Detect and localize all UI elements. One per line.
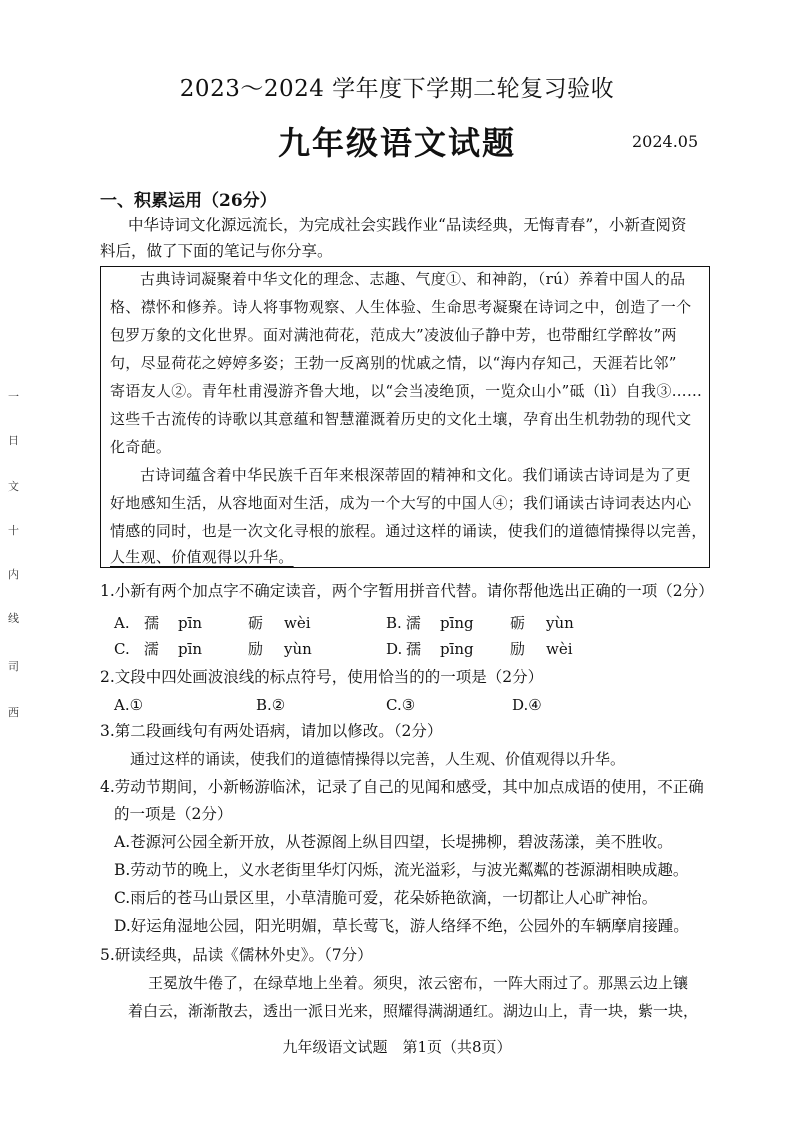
page-footer: 九年级语文试题 第1页（共8页） xyxy=(282,1038,512,1056)
exam-date: 2024.05 xyxy=(632,132,699,151)
option-pinyin-2: yùn xyxy=(284,640,312,658)
option-pinyin-2: wèi xyxy=(284,614,311,632)
margin-mark: 司 xyxy=(8,660,19,673)
option-label: A. xyxy=(114,614,130,632)
q1-option-b xyxy=(386,612,574,633)
q4-option-b: B.劳动节的晚上，义水老街里华灯闪烁，流光溢彩，与波光粼粼的苍源湖相映成趣。 xyxy=(114,861,689,879)
q1-option-d xyxy=(386,638,573,659)
exam-title-line2: 九年级语文试题 xyxy=(277,124,516,162)
box-line: 这些千古流传的诗歌以其意蕴和智慧灌溉着历史的文化土壤，孕育出生机勃勃的现代文 xyxy=(110,410,692,428)
exam-title-line1: 2023～2024 学年度下学期二轮复习验收 xyxy=(179,76,615,102)
q1-option-a xyxy=(114,612,311,633)
option-char-1: 濡 xyxy=(144,640,160,658)
question-2-stem: 2.文段中四处画波浪线的标点符号，使用恰当的的一项是（2分） xyxy=(100,668,544,686)
q4-option-d: D.好运角湿地公园，阳光明媚，草长莺飞，游人络绎不绝，公园外的车辆摩肩接踵。 xyxy=(114,917,689,935)
option-char-2: 励 xyxy=(248,640,264,658)
question-1-stem: 1.小新有两个加点字不确定读音，两个字暂用拼音代替。请你帮他选出正确的一项（2分） xyxy=(100,582,714,600)
box-line: 格、襟怀和修养。诗人将事物观察、人生体验、生命思考凝聚在诗词之中，创造了一个 xyxy=(110,298,692,316)
margin-mark: 西 xyxy=(8,706,19,719)
margin-mark: 文 xyxy=(8,480,19,493)
margin-mark: 一 xyxy=(8,390,19,403)
question-4-stem-line2: 的一项是（2分） xyxy=(114,805,233,823)
intro-line-2: 料后，做了下面的笔记与你分享。 xyxy=(100,242,333,260)
box-line: 寄语友人②。青年杜甫漫游齐鲁大地，以“会当凌绝顶，一览众山小”砥（lì）自我③…… xyxy=(110,382,703,400)
section-heading: 一、积累运用（26分） xyxy=(100,191,277,211)
option-pinyin-1: pīn xyxy=(178,640,203,658)
box-line: 人生观、价值观得以升华。 xyxy=(110,548,294,566)
option-char-2: 励 xyxy=(510,640,526,658)
box-line: 包罗万象的文化世界。面对满池荷花，范成大”凌波仙子静中芳，也带酣红学醉妆”两 xyxy=(110,326,677,344)
q2-option-c: C.③ xyxy=(386,696,416,714)
option-char-2: 砺 xyxy=(248,614,264,632)
q4-option-a: A.苍源河公园全新开放，从苍源阁上纵目四望，长堤拂柳，碧波荡漾，美不胜收。 xyxy=(114,833,673,851)
q5-passage-line2: 着白云，渐渐散去，透出一派日光来，照耀得满湖通红。湖边山上，青一块，紫一块， xyxy=(128,1002,699,1020)
intro-line-1: 中华诗词文化源远流长，为完成社会实践作业“品读经典，无悔青春”，小新查阅资 xyxy=(128,216,687,234)
option-label: C. xyxy=(114,640,130,658)
option-pinyin-2: yùn xyxy=(546,614,574,632)
q4-option-c: C.雨后的苍马山景区里，小草清脆可爱，花朵娇艳欲滴，一切都让人心旷神怡。 xyxy=(114,889,658,907)
box-line: 古诗词蕴含着中华民族千百年来根深蒂固的精神和文化。我们诵读古诗词是为了更 xyxy=(140,466,691,484)
option-char-2: 砺 xyxy=(510,614,526,632)
q1-option-c xyxy=(114,638,312,659)
margin-mark: 内 xyxy=(8,568,19,581)
option-pinyin-2: wèi xyxy=(546,640,573,658)
option-char-1: 孺 xyxy=(406,640,422,658)
option-pinyin-1: pīn xyxy=(178,614,203,632)
question-5-stem: 5.研读经典，品读《儒林外史》。（7分） xyxy=(100,946,373,964)
box-line: 好地感知生活，从容地面对生活，成为一个大写的中国人④；我们诵读古诗词表达内心 xyxy=(110,494,692,512)
option-pinyin-1: pīng xyxy=(440,640,474,658)
q2-option-a: A.① xyxy=(114,696,144,714)
box-line: 化奇葩。 xyxy=(110,438,172,456)
option-label: D. xyxy=(386,640,403,658)
option-char-1: 濡 xyxy=(406,614,422,632)
box-line: 句，尽显荷花之婷婷多姿；王勃一反离别的忧戚之情，以“海内存知己，天涯若比邻” xyxy=(110,354,677,372)
option-label: B. xyxy=(386,614,402,632)
option-char-1: 孺 xyxy=(144,614,160,632)
q3-sentence: 通过这样的诵读，使我们的道德情操得以完善，人生观、价值观得以升华。 xyxy=(130,750,626,768)
question-4-stem-line1: 4.劳动节期间，小新畅游临沭，记录了自己的见闻和感受，其中加点成语的使用，不正确 xyxy=(100,778,704,796)
margin-mark: 线 xyxy=(8,612,19,625)
box-line: 古典诗词凝聚着中华文化的理念、志趣、气度①、和神韵，（rú）养着中国人的品 xyxy=(140,270,686,288)
question-3-stem: 3.第二段画线句有两处语病，请加以修改。（2分） xyxy=(100,722,443,740)
margin-mark: 十 xyxy=(8,524,19,537)
margin-mark: 日 xyxy=(8,434,19,447)
q2-option-b: B.② xyxy=(256,696,286,714)
box-line: 情感的同时，也是一次文化寻根的旅程。通过这样的诵读，使我们的道德情操得以完善， xyxy=(110,522,707,540)
q5-passage-line1: 王冕放牛倦了，在绿草地上坐着。须臾，浓云密布，一阵大雨过了。那黑云边上镶 xyxy=(148,974,689,992)
q2-option-d: D.④ xyxy=(512,696,542,714)
option-pinyin-1: pīng xyxy=(440,614,474,632)
